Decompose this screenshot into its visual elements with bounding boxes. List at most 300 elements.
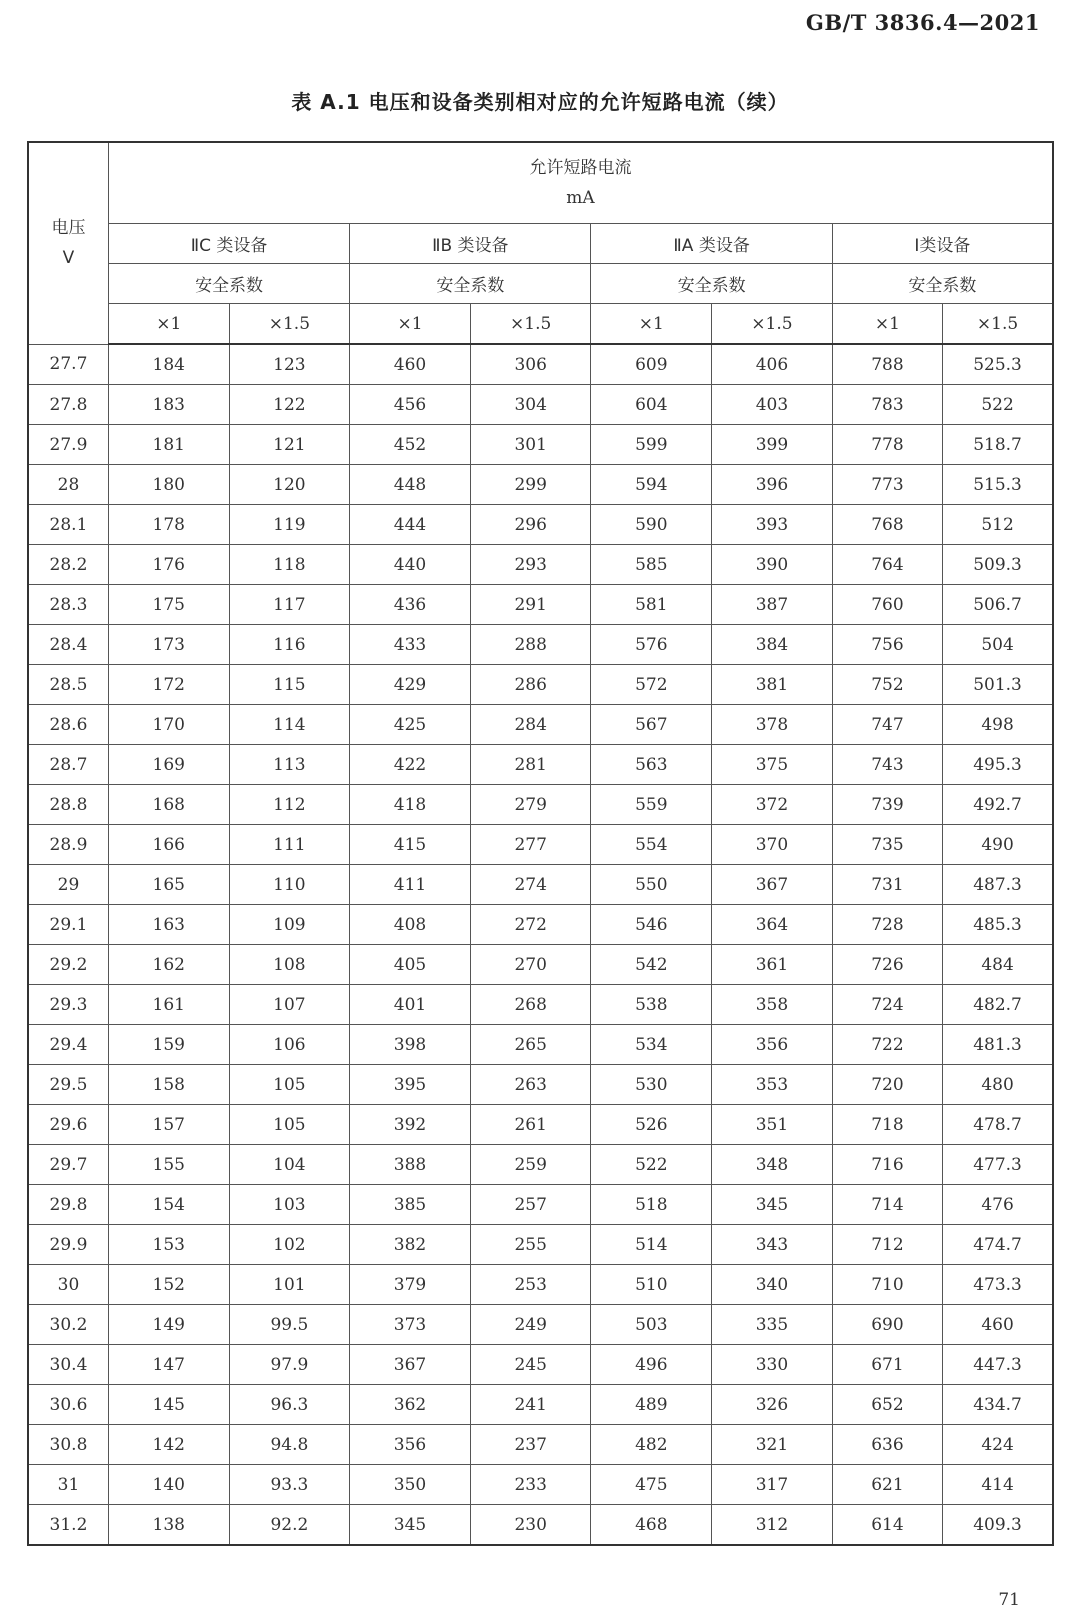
current-cell: 752 — [832, 665, 942, 705]
current-cell: 567 — [591, 705, 712, 745]
current-cell: 102 — [229, 1225, 350, 1265]
current-cell: 158 — [108, 1065, 229, 1105]
current-cell: 162 — [108, 945, 229, 985]
current-cell: 387 — [712, 585, 833, 625]
current-cell: 345 — [712, 1185, 833, 1225]
current-cell: 159 — [108, 1025, 229, 1065]
current-cell: 123 — [229, 344, 350, 385]
current-cell: 364 — [712, 905, 833, 945]
voltage-cell: 29.3 — [28, 985, 108, 1025]
voltage-cell: 30.2 — [28, 1305, 108, 1345]
current-cell: 306 — [470, 344, 591, 385]
current-cell: 301 — [470, 425, 591, 465]
current-cell: 433 — [350, 625, 471, 665]
current-cell: 504 — [943, 625, 1053, 665]
current-cell: 263 — [470, 1065, 591, 1105]
voltage-cell: 30.8 — [28, 1425, 108, 1465]
current-cell: 735 — [832, 825, 942, 865]
table-body — [28, 344, 1053, 1545]
current-cell: 492.7 — [943, 785, 1053, 825]
current-cell: 106 — [229, 1025, 350, 1065]
current-cell: 590 — [591, 505, 712, 545]
current-cell: 362 — [350, 1385, 471, 1425]
factor-x1-header: ×1 — [591, 304, 712, 345]
current-cell: 482 — [591, 1425, 712, 1465]
current-cell: 436 — [350, 585, 471, 625]
current-header-unit: mA — [566, 188, 595, 208]
current-cell: 636 — [832, 1425, 942, 1465]
current-cell: 731 — [832, 865, 942, 905]
voltage-header-unit: V — [62, 248, 75, 269]
current-cell: 501.3 — [943, 665, 1053, 705]
voltage-cell: 28.6 — [28, 705, 108, 745]
current-cell: 424 — [943, 1425, 1053, 1465]
current-cell: 405 — [350, 945, 471, 985]
current-cell: 722 — [832, 1025, 942, 1065]
current-cell: 395 — [350, 1065, 471, 1105]
current-cell: 477.3 — [943, 1145, 1053, 1185]
current-cell: 142 — [108, 1425, 229, 1465]
voltage-header-label: 电压 — [51, 218, 86, 239]
current-cell: 105 — [229, 1065, 350, 1105]
group-header-iic: ⅡC 类设备 — [108, 224, 349, 264]
current-cell: 739 — [832, 785, 942, 825]
current-cell: 414 — [943, 1465, 1053, 1505]
current-cell: 594 — [591, 465, 712, 505]
current-cell: 726 — [832, 945, 942, 985]
current-cell: 481.3 — [943, 1025, 1053, 1065]
current-cell: 122 — [229, 385, 350, 425]
current-cell: 154 — [108, 1185, 229, 1225]
safety-factor-header: 安全系数 — [108, 264, 349, 304]
current-cell: 576 — [591, 625, 712, 665]
current-cell: 498 — [943, 705, 1053, 745]
table-row — [28, 1025, 1053, 1065]
current-cell: 385 — [350, 1185, 471, 1225]
current-cell: 270 — [470, 945, 591, 985]
current-cell: 277 — [470, 825, 591, 865]
current-cell: 485.3 — [943, 905, 1053, 945]
current-cell: 456 — [350, 385, 471, 425]
voltage-cell: 31 — [28, 1465, 108, 1505]
voltage-cell: 30.4 — [28, 1345, 108, 1385]
current-cell: 94.8 — [229, 1425, 350, 1465]
voltage-cell: 29.1 — [28, 905, 108, 945]
current-cell: 475 — [591, 1465, 712, 1505]
current-cell: 293 — [470, 545, 591, 585]
current-cell: 155 — [108, 1145, 229, 1185]
current-cell: 170 — [108, 705, 229, 745]
current-cell: 783 — [832, 385, 942, 425]
current-cell: 514 — [591, 1225, 712, 1265]
current-cell: 261 — [470, 1105, 591, 1145]
current-cell: 255 — [470, 1225, 591, 1265]
current-cell: 169 — [108, 745, 229, 785]
current-cell: 512 — [943, 505, 1053, 545]
current-cell: 444 — [350, 505, 471, 545]
current-cell: 716 — [832, 1145, 942, 1185]
current-cell: 120 — [229, 465, 350, 505]
current-cell: 764 — [832, 545, 942, 585]
current-cell: 165 — [108, 865, 229, 905]
current-cell: 115 — [229, 665, 350, 705]
current-cell: 356 — [350, 1425, 471, 1465]
current-cell: 572 — [591, 665, 712, 705]
current-cell: 378 — [712, 705, 833, 745]
current-cell: 415 — [350, 825, 471, 865]
voltage-cell: 31.2 — [28, 1505, 108, 1546]
current-cell: 384 — [712, 625, 833, 665]
voltage-cell: 29.5 — [28, 1065, 108, 1105]
table-row — [28, 344, 1053, 385]
table-row — [28, 1345, 1053, 1385]
current-cell: 340 — [712, 1265, 833, 1305]
safety-factor-header: 安全系数 — [591, 264, 832, 304]
current-cell: 724 — [832, 985, 942, 1025]
current-cell: 381 — [712, 665, 833, 705]
current-cell: 496 — [591, 1345, 712, 1385]
voltage-cell: 29.9 — [28, 1225, 108, 1265]
current-cell: 299 — [470, 465, 591, 505]
current-cell: 768 — [832, 505, 942, 545]
current-cell: 175 — [108, 585, 229, 625]
current-cell: 743 — [832, 745, 942, 785]
current-cell: 93.3 — [229, 1465, 350, 1505]
table-row — [28, 1385, 1053, 1425]
factor-x1.5-header: ×1.5 — [943, 304, 1053, 345]
factor-x1-header: ×1 — [350, 304, 471, 345]
current-cell: 358 — [712, 985, 833, 1025]
current-cell: 291 — [470, 585, 591, 625]
current-cell: 149 — [108, 1305, 229, 1345]
current-cell: 460 — [943, 1305, 1053, 1345]
table-row — [28, 545, 1053, 585]
voltage-cell: 30 — [28, 1265, 108, 1305]
voltage-cell: 29 — [28, 865, 108, 905]
current-cell: 140 — [108, 1465, 229, 1505]
current-cell: 518 — [591, 1185, 712, 1225]
current-cell: 101 — [229, 1265, 350, 1305]
current-cell: 345 — [350, 1505, 471, 1546]
current-cell: 361 — [712, 945, 833, 985]
current-cell: 559 — [591, 785, 712, 825]
current-cell: 408 — [350, 905, 471, 945]
voltage-cell: 29.8 — [28, 1185, 108, 1225]
group-header-iia: ⅡA 类设备 — [591, 224, 832, 264]
current-cell: 525.3 — [943, 344, 1053, 385]
table-row — [28, 1425, 1053, 1465]
current-cell: 103 — [229, 1185, 350, 1225]
current-cell: 487.3 — [943, 865, 1053, 905]
voltage-cell: 30.6 — [28, 1385, 108, 1425]
voltage-cell: 28.8 — [28, 785, 108, 825]
current-cell: 406 — [712, 344, 833, 385]
voltage-cell: 29.4 — [28, 1025, 108, 1065]
current-cell: 476 — [943, 1185, 1053, 1225]
current-cell: 116 — [229, 625, 350, 665]
current-cell: 108 — [229, 945, 350, 985]
current-cell: 509.3 — [943, 545, 1053, 585]
table-row — [28, 1265, 1053, 1305]
current-cell: 503 — [591, 1305, 712, 1345]
current-cell: 530 — [591, 1065, 712, 1105]
current-cell: 351 — [712, 1105, 833, 1145]
table-row — [28, 945, 1053, 985]
current-cell: 259 — [470, 1145, 591, 1185]
current-cell: 599 — [591, 425, 712, 465]
current-cell: 399 — [712, 425, 833, 465]
voltage-cell: 28.7 — [28, 745, 108, 785]
current-cell: 418 — [350, 785, 471, 825]
table-row — [28, 1225, 1053, 1265]
current-cell: 554 — [591, 825, 712, 865]
voltage-cell: 28.1 — [28, 505, 108, 545]
table-row — [28, 585, 1053, 625]
table-row — [28, 825, 1053, 865]
table-row — [28, 865, 1053, 905]
table-row — [28, 1145, 1053, 1185]
current-cell: 460 — [350, 344, 471, 385]
current-cell: 168 — [108, 785, 229, 825]
current-cell: 422 — [350, 745, 471, 785]
current-cell: 392 — [350, 1105, 471, 1145]
current-cell: 163 — [108, 905, 229, 945]
short-circuit-current-table — [27, 141, 1054, 1546]
voltage-cell: 28.2 — [28, 545, 108, 585]
current-cell: 671 — [832, 1345, 942, 1385]
factor-x1-header: ×1 — [832, 304, 942, 345]
current-cell: 173 — [108, 625, 229, 665]
current-cell: 409.3 — [943, 1505, 1053, 1546]
current-cell: 176 — [108, 545, 229, 585]
current-cell: 109 — [229, 905, 350, 945]
current-cell: 330 — [712, 1345, 833, 1385]
current-cell: 272 — [470, 905, 591, 945]
current-cell: 350 — [350, 1465, 471, 1505]
current-cell: 710 — [832, 1265, 942, 1305]
factor-x1.5-header: ×1.5 — [229, 304, 350, 345]
table-row — [28, 985, 1053, 1025]
current-cell: 356 — [712, 1025, 833, 1065]
current-cell: 161 — [108, 985, 229, 1025]
current-cell: 542 — [591, 945, 712, 985]
voltage-cell: 28 — [28, 465, 108, 505]
current-cell: 474.7 — [943, 1225, 1053, 1265]
current-cell: 181 — [108, 425, 229, 465]
current-cell: 110 — [229, 865, 350, 905]
current-cell: 253 — [470, 1265, 591, 1305]
current-cell: 281 — [470, 745, 591, 785]
current-cell: 452 — [350, 425, 471, 465]
current-cell: 581 — [591, 585, 712, 625]
current-cell: 712 — [832, 1225, 942, 1265]
current-cell: 652 — [832, 1385, 942, 1425]
current-cell: 425 — [350, 705, 471, 745]
table-row — [28, 905, 1053, 945]
current-cell: 114 — [229, 705, 350, 745]
current-cell: 152 — [108, 1265, 229, 1305]
current-cell: 473.3 — [943, 1265, 1053, 1305]
current-cell: 518.7 — [943, 425, 1053, 465]
group-header-iib: ⅡB 类设备 — [350, 224, 591, 264]
current-cell: 480 — [943, 1065, 1053, 1105]
voltage-cell: 27.8 — [28, 385, 108, 425]
current-cell: 526 — [591, 1105, 712, 1145]
current-cell: 447.3 — [943, 1345, 1053, 1385]
current-cell: 393 — [712, 505, 833, 545]
current-cell: 538 — [591, 985, 712, 1025]
current-cell: 279 — [470, 785, 591, 825]
table-row — [28, 465, 1053, 505]
standard-code: GB/T 3836.4—2021 — [805, 10, 1040, 35]
voltage-cell: 27.7 — [28, 344, 108, 385]
current-cell: 382 — [350, 1225, 471, 1265]
current-cell: 448 — [350, 465, 471, 505]
current-cell: 756 — [832, 625, 942, 665]
group-header-i: Ⅰ类设备 — [832, 224, 1053, 264]
table-row — [28, 1465, 1053, 1505]
current-cell: 166 — [108, 825, 229, 865]
current-cell: 440 — [350, 545, 471, 585]
current-cell: 178 — [108, 505, 229, 545]
table-row — [28, 1305, 1053, 1345]
current-cell: 495.3 — [943, 745, 1053, 785]
factor-x1-header: ×1 — [108, 304, 229, 345]
table-row — [28, 1505, 1053, 1546]
current-cell: 396 — [712, 465, 833, 505]
current-cell: 373 — [350, 1305, 471, 1345]
current-cell: 172 — [108, 665, 229, 705]
current-cell: 348 — [712, 1145, 833, 1185]
current-cell: 353 — [712, 1065, 833, 1105]
current-cell: 773 — [832, 465, 942, 505]
current-cell: 99.5 — [229, 1305, 350, 1345]
current-cell: 718 — [832, 1105, 942, 1145]
table-row — [28, 665, 1053, 705]
current-cell: 372 — [712, 785, 833, 825]
voltage-header — [28, 142, 108, 344]
current-cell: 728 — [832, 905, 942, 945]
current-cell: 609 — [591, 344, 712, 385]
current-cell: 434.7 — [943, 1385, 1053, 1425]
current-cell: 335 — [712, 1305, 833, 1345]
voltage-cell: 28.9 — [28, 825, 108, 865]
current-cell: 184 — [108, 344, 229, 385]
current-cell: 604 — [591, 385, 712, 425]
current-cell: 265 — [470, 1025, 591, 1065]
current-cell: 105 — [229, 1105, 350, 1145]
current-cell: 468 — [591, 1505, 712, 1546]
current-cell: 370 — [712, 825, 833, 865]
current-cell: 233 — [470, 1465, 591, 1505]
current-cell: 153 — [108, 1225, 229, 1265]
voltage-cell: 28.4 — [28, 625, 108, 665]
current-cell: 145 — [108, 1385, 229, 1425]
current-cell: 257 — [470, 1185, 591, 1225]
current-cell: 515.3 — [943, 465, 1053, 505]
current-cell: 111 — [229, 825, 350, 865]
current-cell: 118 — [229, 545, 350, 585]
table-row — [28, 625, 1053, 665]
factor-x1.5-header: ×1.5 — [712, 304, 833, 345]
current-cell: 401 — [350, 985, 471, 1025]
current-cell: 398 — [350, 1025, 471, 1065]
current-cell: 237 — [470, 1425, 591, 1465]
table-title: 表 A.1 电压和设备类别相对应的允许短路电流（续） — [291, 90, 789, 114]
current-cell: 113 — [229, 745, 350, 785]
current-cell: 388 — [350, 1145, 471, 1185]
table-row — [28, 385, 1053, 425]
current-cell: 403 — [712, 385, 833, 425]
current-cell: 534 — [591, 1025, 712, 1065]
current-cell: 563 — [591, 745, 712, 785]
voltage-cell: 27.9 — [28, 425, 108, 465]
current-cell: 760 — [832, 585, 942, 625]
voltage-cell: 28.5 — [28, 665, 108, 705]
current-cell: 506.7 — [943, 585, 1053, 625]
current-cell: 97.9 — [229, 1345, 350, 1385]
safety-factor-header: 安全系数 — [350, 264, 591, 304]
current-cell: 390 — [712, 545, 833, 585]
current-cell: 92.2 — [229, 1505, 350, 1546]
current-cell: 550 — [591, 865, 712, 905]
current-cell: 429 — [350, 665, 471, 705]
current-cell: 245 — [470, 1345, 591, 1385]
current-cell: 614 — [832, 1505, 942, 1546]
current-cell: 249 — [470, 1305, 591, 1345]
current-cell: 478.7 — [943, 1105, 1053, 1145]
current-cell: 522 — [591, 1145, 712, 1185]
safety-factor-header: 安全系数 — [832, 264, 1053, 304]
current-cell: 720 — [832, 1065, 942, 1105]
current-cell: 121 — [229, 425, 350, 465]
current-cell: 788 — [832, 344, 942, 385]
table-row — [28, 785, 1053, 825]
voltage-cell: 29.7 — [28, 1145, 108, 1185]
current-cell: 546 — [591, 905, 712, 945]
current-cell: 288 — [470, 625, 591, 665]
current-cell: 367 — [350, 1345, 471, 1385]
current-cell: 138 — [108, 1505, 229, 1546]
current-cell: 117 — [229, 585, 350, 625]
current-cell: 180 — [108, 465, 229, 505]
current-cell: 367 — [712, 865, 833, 905]
current-cell: 411 — [350, 865, 471, 905]
voltage-cell: 29.6 — [28, 1105, 108, 1145]
current-cell: 284 — [470, 705, 591, 745]
current-cell: 690 — [832, 1305, 942, 1345]
table-row — [28, 1105, 1053, 1145]
current-cell: 183 — [108, 385, 229, 425]
current-cell: 484 — [943, 945, 1053, 985]
current-cell: 343 — [712, 1225, 833, 1265]
current-cell: 321 — [712, 1425, 833, 1465]
current-cell: 482.7 — [943, 985, 1053, 1025]
current-cell: 304 — [470, 385, 591, 425]
current-cell: 778 — [832, 425, 942, 465]
page-number: 71 — [998, 1590, 1020, 1610]
voltage-cell: 28.3 — [28, 585, 108, 625]
current-cell: 241 — [470, 1385, 591, 1425]
current-cell: 107 — [229, 985, 350, 1025]
current-cell: 317 — [712, 1465, 833, 1505]
current-cell: 312 — [712, 1505, 833, 1546]
current-header-label: 允许短路电流 — [529, 158, 632, 178]
current-header — [108, 142, 1053, 224]
current-cell: 268 — [470, 985, 591, 1025]
current-cell: 157 — [108, 1105, 229, 1145]
current-cell: 326 — [712, 1385, 833, 1425]
